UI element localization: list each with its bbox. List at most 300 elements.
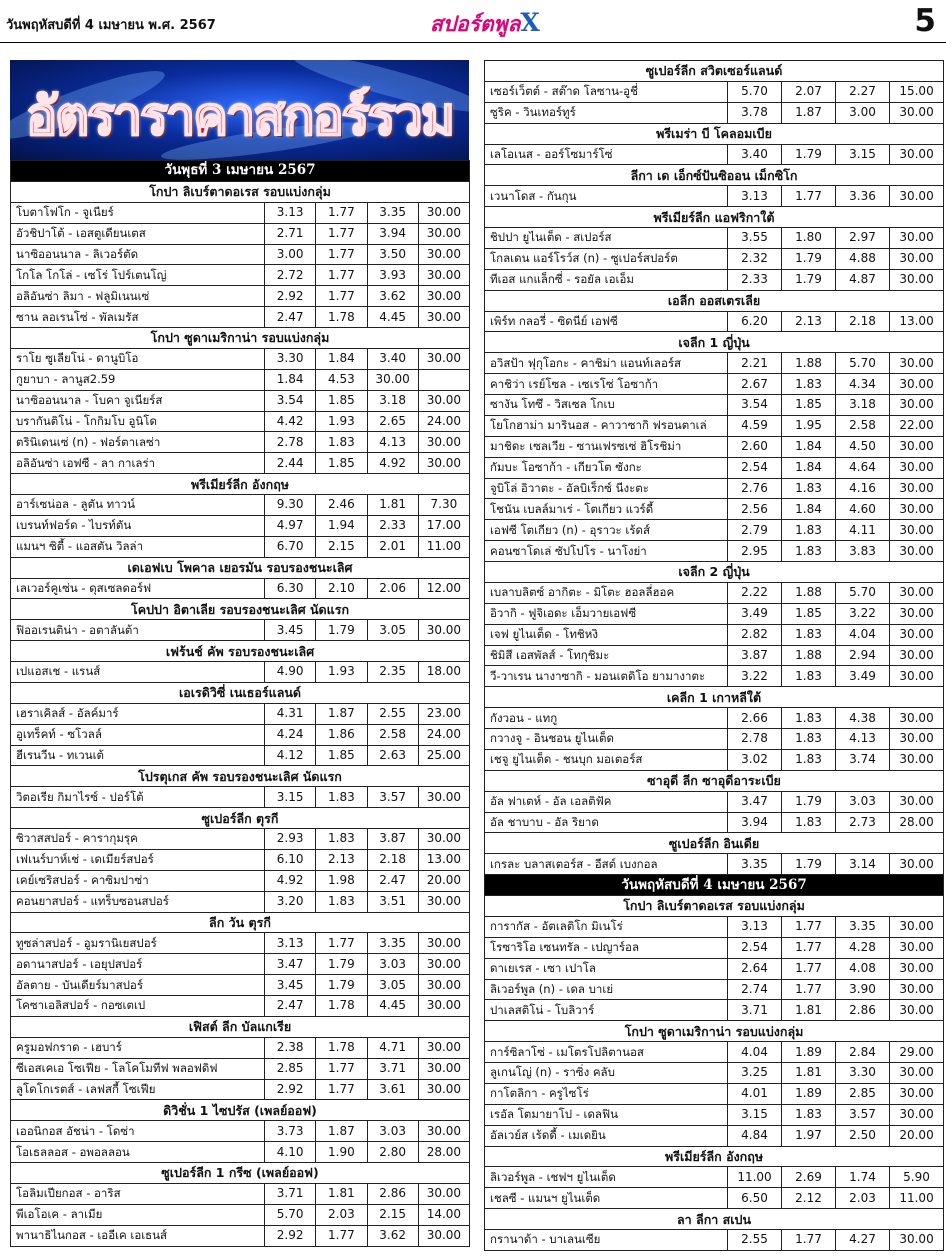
match-row: [485, 228, 944, 249]
league-header-row: [485, 1209, 944, 1230]
odds-value: 1.88: [782, 582, 836, 603]
odds-value: 24.00: [418, 724, 469, 745]
match-name: โอเธลลอส - อพอลลอน: [11, 1142, 265, 1163]
odds-value: 5.70: [836, 353, 890, 374]
odds-value: 4.92: [265, 870, 316, 891]
match-name: ฮีเรนวีน - ทเวนเต้: [11, 745, 265, 766]
odds-value: 30.00: [890, 1083, 944, 1104]
match-row: [11, 954, 470, 975]
match-row: [485, 979, 944, 1000]
odds-value: 17.00: [418, 515, 469, 536]
odds-value: 30.00: [418, 996, 469, 1017]
match-name: โยโกฮาม่า มารินอส - คาวาซากิ ฟรอนตาเล่: [485, 415, 728, 436]
odds-value: 2.67: [728, 374, 782, 395]
odds-value: 3.47: [265, 954, 316, 975]
match-row: [11, 1058, 470, 1079]
odds-value: 20.00: [890, 1125, 944, 1146]
odds-value: 1.87: [316, 703, 367, 724]
odds-value: 1.81: [367, 495, 418, 516]
odds-value: 1.78: [316, 996, 367, 1017]
match-row: [11, 223, 470, 244]
odds-value: 30.00: [418, 1225, 469, 1246]
odds-value: 1.79: [782, 791, 836, 812]
odds-value: 3.35: [367, 202, 418, 223]
odds-value: 2.78: [728, 729, 782, 750]
match-name: เอฟซี โตเกียว (n) - อุราวะ เร้ดส์: [485, 520, 728, 541]
odds-value: 2.01: [367, 536, 418, 557]
title-banner: [10, 60, 469, 160]
odds-value: 30.00: [890, 916, 944, 937]
odds-value: 3.15: [836, 144, 890, 165]
odds-value: 30.00: [418, 265, 469, 286]
match-row: [485, 624, 944, 645]
odds-value: 30.00: [890, 436, 944, 457]
odds-value: 3.61: [367, 1079, 418, 1100]
league-header: พรีเมียร์ลีก แอฟริกาใต้: [485, 207, 944, 228]
match-row: [11, 787, 470, 808]
odds-value: 4.34: [836, 374, 890, 395]
odds-value: 2.95: [728, 541, 782, 562]
odds-value: 14.00: [418, 1204, 469, 1225]
odds-value: 2.92: [265, 1079, 316, 1100]
odds-value: 30.00: [890, 1063, 944, 1084]
match-row: [11, 307, 470, 328]
odds-value: 2.55: [367, 703, 418, 724]
league-header: ซูเปอร์ลีก 1 กรีซ (เพลย์ออฟ): [11, 1163, 470, 1184]
odds-value: 1.84: [316, 348, 367, 369]
match-row: [11, 1204, 470, 1225]
odds-value: 3.13: [728, 186, 782, 207]
match-name: เรอัล โตมายาโป - เดลฟิน: [485, 1104, 728, 1125]
odds-value: 12.00: [418, 578, 469, 599]
match-row: [11, 432, 470, 453]
odds-value: 5.90: [890, 1167, 944, 1188]
odds-value: 1.83: [316, 787, 367, 808]
odds-value: 1.85: [316, 745, 367, 766]
odds-value: 30.00: [890, 1104, 944, 1125]
match-name: เฟเนร์บาห์เช่ - เดเมียร์สปอร์: [11, 849, 265, 870]
match-name: เคย์เซริสปอร์ - คาซิมปาซ่า: [11, 870, 265, 891]
odds-value: 1.85: [782, 603, 836, 624]
odds-value: 3.13: [265, 933, 316, 954]
odds-value: 30.00: [890, 937, 944, 958]
odds-value: 3.30: [836, 1063, 890, 1084]
odds-value: 3.93: [367, 265, 418, 286]
league-header-row: [485, 123, 944, 144]
match-name: ปาเลสติโน่ - โบลิวาร์: [485, 1000, 728, 1021]
odds-value: 3.18: [367, 390, 418, 411]
odds-value: 3.94: [367, 223, 418, 244]
match-row: [11, 870, 470, 891]
odds-value: 30.00: [890, 228, 944, 249]
odds-value: 30.00: [418, 1079, 469, 1100]
match-row: [485, 436, 944, 457]
odds-value: 1.85: [316, 453, 367, 474]
odds-value: 30.00: [418, 954, 469, 975]
odds-value: 30.00: [890, 791, 944, 812]
odds-value: 3.71: [265, 1183, 316, 1204]
league-header-row: [11, 557, 470, 578]
match-name: วี-วาเรน นางาซากิ - มอนเตดิโอ ยามางาตะ: [485, 666, 728, 687]
odds-value: 30.00: [418, 244, 469, 265]
match-name: เจฟ ยูไนเต็ด - โทชิหงิ: [485, 624, 728, 645]
league-header: โปรตุเกส คัพ รอบรองชนะเลิศ นัดแรก: [11, 766, 470, 787]
odds-value: 1.81: [782, 1000, 836, 1021]
odds-value: 9.30: [265, 495, 316, 516]
odds-value: 2.93: [265, 829, 316, 850]
odds-value: 4.50: [836, 436, 890, 457]
odds-value: 1.83: [782, 729, 836, 750]
odds-value: 1.83: [782, 708, 836, 729]
odds-value: 3.50: [367, 244, 418, 265]
match-row: [11, 390, 470, 411]
odds-value: 4.97: [265, 515, 316, 536]
match-name: อัลเวย์ส เร้ดดี้ - เมเดยิน: [485, 1125, 728, 1146]
league-header-row: [11, 474, 470, 495]
match-row: [11, 202, 470, 223]
odds-value: 3.47: [728, 791, 782, 812]
odds-value: 2.66: [728, 708, 782, 729]
match-name: ราโย ซูเลียโน่ - ดานูบิโอ: [11, 348, 265, 369]
odds-value: 3.55: [728, 228, 782, 249]
odds-value: 4.10: [265, 1142, 316, 1163]
match-name: อดานาสปอร์ - เอยุปสปอร์: [11, 954, 265, 975]
odds-value: 3.87: [728, 645, 782, 666]
match-row: [11, 849, 470, 870]
odds-value: 3.14: [836, 854, 890, 875]
odds-value: 3.62: [367, 1225, 418, 1246]
odds-value: 3.94: [728, 812, 782, 833]
match-row: [485, 603, 944, 624]
match-name: นาซิออนนาล - ลิเวอร์ตัด: [11, 244, 265, 265]
odds-value: 3.45: [265, 620, 316, 641]
match-name: คอนยาสปอร์ - แทร็บซอนสปอร์: [11, 891, 265, 912]
odds-value: 30.00: [890, 102, 944, 123]
match-row: [485, 1230, 944, 1251]
odds-value: 1.79: [782, 248, 836, 269]
odds-value: 4.38: [836, 708, 890, 729]
odds-value: 30.00: [890, 666, 944, 687]
odds-value: 7.30: [418, 495, 469, 516]
match-row: [11, 996, 470, 1017]
match-row: [485, 311, 944, 332]
match-row: [485, 520, 944, 541]
odds-value: 1.78: [316, 307, 367, 328]
odds-value: 5.70: [265, 1204, 316, 1225]
odds-value: 3.20: [265, 891, 316, 912]
header-date: วันพฤหัสบดีที่ 4 เมษายน พ.ศ. 2567: [6, 18, 216, 33]
odds-value: 1.89: [782, 1042, 836, 1063]
odds-value: 1.89: [782, 1083, 836, 1104]
odds-value: 30.00: [418, 787, 469, 808]
match-row: [11, 662, 470, 683]
odds-value: 2.03: [836, 1188, 890, 1209]
odds-value: 2.63: [367, 745, 418, 766]
odds-value: 1.74: [836, 1167, 890, 1188]
match-name: โบตาโฟโก - จูเนียร์: [11, 202, 265, 223]
match-name: อาร์เซน่อล - ลูตัน ทาวน์: [11, 495, 265, 516]
odds-value: 5.70: [836, 582, 890, 603]
match-name: เปแอสเช - แรนส์: [11, 662, 265, 683]
odds-value: 4.53: [316, 369, 367, 390]
odds-value: 30.00: [890, 478, 944, 499]
odds-value: 30.00: [418, 307, 469, 328]
odds-value: 30.00: [418, 348, 469, 369]
odds-value: 2.47: [265, 996, 316, 1017]
odds-value: 3.49: [836, 666, 890, 687]
match-row: [485, 1000, 944, 1021]
odds-value: 3.15: [728, 1104, 782, 1125]
match-name: เชลซี - แมนฯ ยูไนเต็ด: [485, 1188, 728, 1209]
league-header: เดเอฟเบ โพคาล เยอรมัน รอบรองชนะเลิศ: [11, 557, 470, 578]
league-header-row: [11, 682, 470, 703]
match-name: เวนาโดส - กันกุน: [485, 186, 728, 207]
odds-value: 18.00: [418, 662, 469, 683]
odds-value: [418, 369, 469, 390]
odds-value: 6.10: [265, 849, 316, 870]
date-header: วันพุธที่ 3 เมษายน 2567: [11, 161, 470, 182]
odds-value: 3.62: [367, 286, 418, 307]
league-header: เจลีก 1 ญี่ปุ่น: [485, 332, 944, 353]
odds-value: 3.40: [367, 348, 418, 369]
odds-value: 11.00: [418, 536, 469, 557]
odds-value: 2.60: [728, 436, 782, 457]
match-name: ซาน ลอเรนโซ่ - พัลเมรัส: [11, 307, 265, 328]
odds-value: 30.00: [418, 390, 469, 411]
match-row: [11, 891, 470, 912]
odds-value: 3.00: [265, 244, 316, 265]
match-row: [485, 582, 944, 603]
odds-value: 30.00: [418, 933, 469, 954]
odds-value: 30.00: [418, 1037, 469, 1058]
odds-value: 3.13: [728, 916, 782, 937]
odds-value: 2.86: [367, 1183, 418, 1204]
odds-value: 30.00: [890, 144, 944, 165]
league-header: ลา ลีกา สเปน: [485, 1209, 944, 1230]
odds-value: 2.47: [265, 307, 316, 328]
match-name: กรานาด้า - บาเลนเซีย: [485, 1230, 728, 1251]
match-row: [11, 975, 470, 996]
odds-value: 24.00: [418, 411, 469, 432]
odds-value: 1.88: [782, 353, 836, 374]
odds-value: 1.90: [316, 1142, 367, 1163]
odds-value: 2.65: [367, 411, 418, 432]
date-header: วันพฤหัสบดีที่ 4 เมษายน 2567: [485, 875, 944, 896]
odds-value: 3.03: [367, 954, 418, 975]
match-row: [11, 536, 470, 557]
banner-title: อัตราราคาสกอร์รวม: [25, 87, 454, 147]
league-header-row: [11, 641, 470, 662]
league-header-row: [485, 290, 944, 311]
odds-value: 3.05: [367, 975, 418, 996]
match-row: [11, 265, 470, 286]
odds-value: 30.00: [418, 975, 469, 996]
odds-value: 6.50: [728, 1188, 782, 1209]
match-row: [11, 515, 470, 536]
odds-value: 30.00: [418, 223, 469, 244]
odds-value: 3.35: [367, 933, 418, 954]
league-header: ซูเปอร์ลีก ตุรกี: [11, 808, 470, 829]
odds-value: 30.00: [418, 620, 469, 641]
odds-value: 1.85: [316, 390, 367, 411]
odds-value: 2.86: [836, 1000, 890, 1021]
odds-value: 30.00: [890, 248, 944, 269]
odds-value: 2.85: [265, 1058, 316, 1079]
match-row: [11, 244, 470, 265]
odds-value: 1.77: [316, 1058, 367, 1079]
odds-value: 30.00: [890, 645, 944, 666]
odds-value: 4.13: [836, 729, 890, 750]
odds-value: 4.04: [836, 624, 890, 645]
odds-value: 13.00: [890, 311, 944, 332]
match-row: [485, 749, 944, 770]
odds-value: 1.80: [782, 228, 836, 249]
match-name: โกลเดน แอร์โรว์ส (n) - ซูเปอร์สปอร์ต: [485, 248, 728, 269]
odds-value: 1.86: [316, 724, 367, 745]
league-header-row: [11, 808, 470, 829]
odds-value: 1.83: [782, 1104, 836, 1125]
match-row: [485, 1125, 944, 1146]
match-row: [485, 478, 944, 499]
odds-value: 4.45: [367, 996, 418, 1017]
odds-value: 4.11: [836, 520, 890, 541]
odds-value: 30.00: [890, 603, 944, 624]
odds-value: 3.51: [367, 891, 418, 912]
odds-value: 2.03: [316, 1204, 367, 1225]
odds-value: 2.69: [782, 1167, 836, 1188]
match-name: ชิมิสึ เอสพัลส์ - โทกุชิมะ: [485, 645, 728, 666]
match-name: โคซาเอลิสปอร์ - กอซเตเป: [11, 996, 265, 1017]
odds-value: 4.12: [265, 745, 316, 766]
match-name: เชจู ยูไนเต็ด - ชนบุก มอเตอร์ส: [485, 749, 728, 770]
odds-value: 2.07: [782, 81, 836, 102]
odds-value: 1.84: [782, 436, 836, 457]
odds-value: 3.54: [728, 395, 782, 416]
odds-value: 1.77: [782, 1230, 836, 1251]
match-name: นาซิออนนาล - โบคา จูเนียร์ส: [11, 390, 265, 411]
match-name: ซูริค - วินเทอร์ทูร์: [485, 102, 728, 123]
match-row: [11, 369, 470, 390]
odds-value: 1.84: [782, 457, 836, 478]
odds-value: 30.00: [890, 541, 944, 562]
odds-value: 4.45: [367, 307, 418, 328]
odds-value: 1.79: [782, 269, 836, 290]
odds-value: 3.05: [367, 620, 418, 641]
odds-value: 2.18: [836, 311, 890, 332]
match-row: [485, 791, 944, 812]
match-row: [485, 1167, 944, 1188]
odds-value: 2.50: [836, 1125, 890, 1146]
odds-value: 4.31: [265, 703, 316, 724]
odds-value: 2.44: [265, 453, 316, 474]
odds-value: 30.00: [890, 353, 944, 374]
match-row: [11, 286, 470, 307]
brand-name: สปอร์ตพูล: [430, 12, 521, 36]
match-name: อัลตาย - บันเดียร์มาสปอร์: [11, 975, 265, 996]
match-name: กวางจู - อินชอน ยูไนเต็ด: [485, 729, 728, 750]
match-name: บรากันติโน่ - โกกิมโบ อูนิโด: [11, 411, 265, 432]
odds-value: 3.40: [728, 144, 782, 165]
match-name: เบลาบลิตซ์ อากิตะ - มิโตะ ฮอลลี่ฮอค: [485, 582, 728, 603]
odds-value: 1.95: [782, 415, 836, 436]
league-header: ซูเปอร์ลีก สวิตเซอร์แลนด์: [485, 61, 944, 82]
match-row: [485, 415, 944, 436]
league-header-row: [11, 1163, 470, 1184]
odds-value: 11.00: [890, 1188, 944, 1209]
odds-value: 3.36: [836, 186, 890, 207]
header-rule: [0, 42, 946, 43]
match-name: เบรนท์ฟอร์ด - ไบรท์ตัน: [11, 515, 265, 536]
odds-value: 2.35: [367, 662, 418, 683]
league-header: โกปา ลิเบร์ตาดอเรส รอบแบ่งกลุ่ม: [11, 181, 470, 202]
league-header: เจลีก 2 ญี่ปุ่น: [485, 562, 944, 583]
odds-value: 2.32: [728, 248, 782, 269]
league-header-row: [11, 766, 470, 787]
match-name: โอลิมเปียกอส - อาริส: [11, 1183, 265, 1204]
match-name: อูเทร็คท์ - ซโวลล์: [11, 724, 265, 745]
odds-value: 3.90: [836, 979, 890, 1000]
league-header-row: [485, 207, 944, 228]
odds-value: 3.22: [728, 666, 782, 687]
odds-value: 3.13: [265, 202, 316, 223]
date-header-row: [11, 161, 470, 182]
match-row: [485, 1188, 944, 1209]
match-row: [485, 958, 944, 979]
odds-value: 30.00: [890, 624, 944, 645]
odds-value: 29.00: [890, 1042, 944, 1063]
match-row: [11, 620, 470, 641]
odds-value: 1.77: [782, 916, 836, 937]
match-row: [485, 541, 944, 562]
odds-value: 30.00: [418, 432, 469, 453]
odds-value: 5.70: [728, 81, 782, 102]
match-name: ลูเกนโญ่ (n) - ราซิ่ง คลับ: [485, 1063, 728, 1084]
odds-value: 23.00: [418, 703, 469, 724]
league-header: เฟิสต์ ลีก บัลแกเรีย: [11, 1016, 470, 1037]
league-header-row: [11, 912, 470, 933]
match-row: [11, 453, 470, 474]
odds-value: 1.77: [782, 186, 836, 207]
match-row: [485, 812, 944, 833]
odds-value: 4.24: [265, 724, 316, 745]
odds-value: 2.76: [728, 478, 782, 499]
league-header: พรีเมร่า บี โคลอมเบีย: [485, 123, 944, 144]
league-header-row: [11, 1100, 470, 1121]
odds-value: 2.47: [367, 870, 418, 891]
match-name: กูยาบา - ลานูส2.59: [11, 369, 265, 390]
odds-value: 30.00: [418, 453, 469, 474]
league-header-row: [11, 1016, 470, 1037]
odds-value: 3.45: [265, 975, 316, 996]
odds-value: 1.94: [316, 515, 367, 536]
odds-value: 30.00: [890, 269, 944, 290]
odds-value: 1.83: [782, 374, 836, 395]
odds-value: 1.77: [316, 933, 367, 954]
match-name: กังวอน - แทกู: [485, 708, 728, 729]
odds-value: 4.27: [836, 1230, 890, 1251]
match-row: [485, 729, 944, 750]
odds-value: 4.71: [367, 1037, 418, 1058]
league-header: โกปา ซูดาเมริกาน่า รอบแบ่งกลุ่ม: [11, 328, 470, 349]
odds-value: 2.72: [265, 265, 316, 286]
odds-value: 2.82: [728, 624, 782, 645]
league-header-row: [11, 181, 470, 202]
odds-value: 30.00: [890, 958, 944, 979]
odds-value: 2.92: [265, 1225, 316, 1246]
odds-value: 1.83: [782, 749, 836, 770]
match-row: [11, 1037, 470, 1058]
league-header-row: [11, 599, 470, 620]
